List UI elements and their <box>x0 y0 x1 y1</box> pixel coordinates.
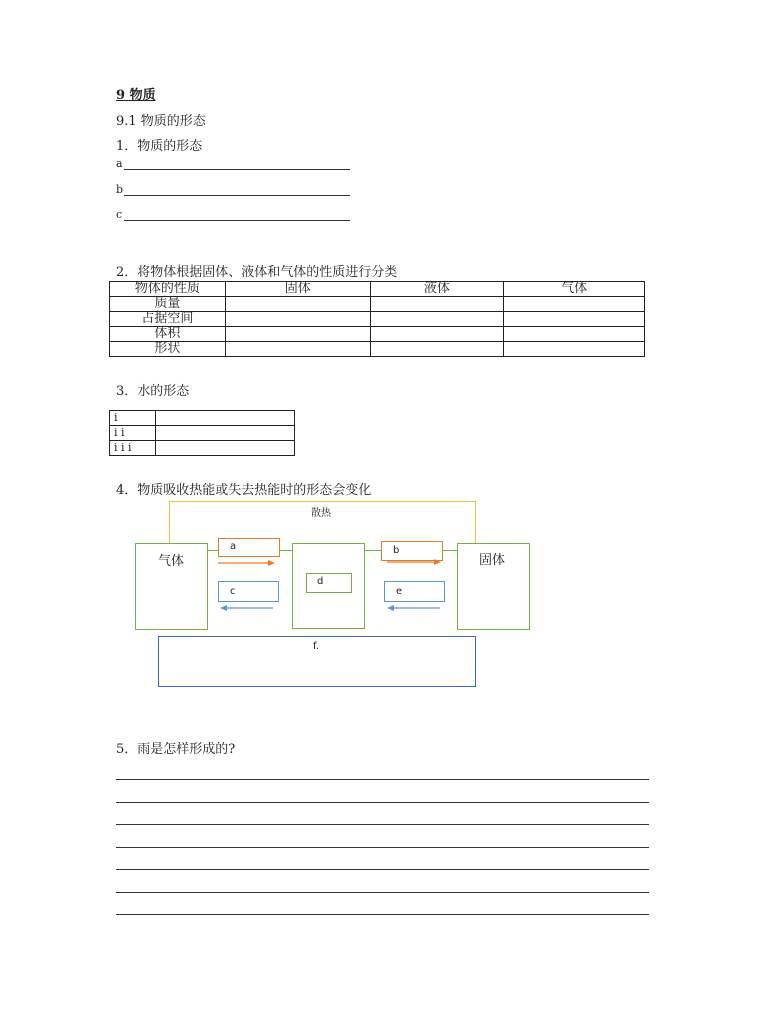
question-4-heading: 4．物质吸收热能或失去热能时的形态会变化 <box>116 483 372 498</box>
question-5-heading: 5．雨是怎样形成的? <box>116 742 236 757</box>
answer-cell[interactable] <box>370 327 504 342</box>
table-header-cell: 气体 <box>504 282 645 297</box>
table-row <box>110 327 645 342</box>
table-header-cell: 物体的性质 <box>110 282 226 297</box>
connector-line <box>279 550 293 551</box>
blank-e-label: e <box>396 586 403 597</box>
blank-f-label: f. <box>313 641 319 652</box>
question-3-heading: 3．水的形态 <box>116 384 190 399</box>
gas-label: 气体 <box>158 554 185 569</box>
answer-label-c: c <box>116 208 123 221</box>
answer-line[interactable] <box>116 779 649 780</box>
row-label: 占据空间 <box>110 312 226 327</box>
connector-line <box>442 550 458 551</box>
row-label: i i <box>110 426 156 441</box>
blank-a-label: a <box>230 541 237 552</box>
answer-cell[interactable] <box>370 297 504 312</box>
answer-cell[interactable] <box>225 342 370 357</box>
blank-b-label: b <box>393 545 400 556</box>
water-states-table <box>109 410 295 456</box>
blank-c-label: c <box>230 586 236 597</box>
row-label: i <box>110 411 156 426</box>
answer-cell[interactable] <box>225 327 370 342</box>
arrow-right-icon <box>387 559 441 565</box>
arrow-right-icon <box>218 560 275 566</box>
answer-cell[interactable] <box>155 441 294 456</box>
answer-line[interactable] <box>116 892 649 893</box>
answer-cell[interactable] <box>504 327 645 342</box>
table-row <box>110 426 295 441</box>
heat-release-label: 散热 <box>311 508 331 519</box>
answer-line-c[interactable] <box>124 220 350 221</box>
connector-line <box>364 550 382 551</box>
gas-state-box <box>135 543 208 630</box>
answer-label-a: a <box>116 157 123 170</box>
answer-cell[interactable] <box>225 297 370 312</box>
table-header-row <box>110 282 645 297</box>
row-label: 体积 <box>110 327 226 342</box>
section-heading: 9.1 物质的形态 <box>116 114 206 129</box>
question-2-heading: 2．将物体根据固体、液体和气体的性质进行分类 <box>116 265 398 280</box>
diagram-arrows <box>215 556 455 616</box>
table-row <box>110 342 645 357</box>
question-1-heading: 1．物质的形态 <box>116 139 203 154</box>
answer-line[interactable] <box>116 914 649 915</box>
answer-cell[interactable] <box>504 297 645 312</box>
row-label: 质量 <box>110 297 226 312</box>
answer-line[interactable] <box>116 847 649 848</box>
row-label: i i i <box>110 441 156 456</box>
answer-line-b[interactable] <box>124 195 350 196</box>
table-header-cell: 液体 <box>370 282 504 297</box>
blank-f-box[interactable] <box>158 636 476 687</box>
answer-cell[interactable] <box>370 342 504 357</box>
answer-cell[interactable] <box>155 426 294 441</box>
properties-table <box>109 281 645 357</box>
answer-cell[interactable] <box>155 411 294 426</box>
blank-d-label: d <box>317 576 324 587</box>
answer-line-a[interactable] <box>124 169 350 170</box>
answer-cell[interactable] <box>370 312 504 327</box>
table-header-cell: 固体 <box>225 282 370 297</box>
table-row <box>110 411 295 426</box>
answer-cell[interactable] <box>504 342 645 357</box>
solid-state-box <box>457 543 530 630</box>
table-row <box>110 441 295 456</box>
answer-cell[interactable] <box>225 312 370 327</box>
table-row <box>110 297 645 312</box>
blank-a-box[interactable] <box>218 538 280 557</box>
solid-label: 固体 <box>479 553 506 568</box>
table-row <box>110 312 645 327</box>
answer-line[interactable] <box>116 869 649 870</box>
arrow-left-icon <box>387 605 440 611</box>
answer-line[interactable] <box>116 802 649 803</box>
page-title: 9 物质 <box>116 88 156 103</box>
answer-label-b: b <box>116 183 124 196</box>
arrow-left-icon <box>220 605 273 611</box>
row-label: 形状 <box>110 342 226 357</box>
answer-cell[interactable] <box>504 312 645 327</box>
answer-line[interactable] <box>116 824 649 825</box>
